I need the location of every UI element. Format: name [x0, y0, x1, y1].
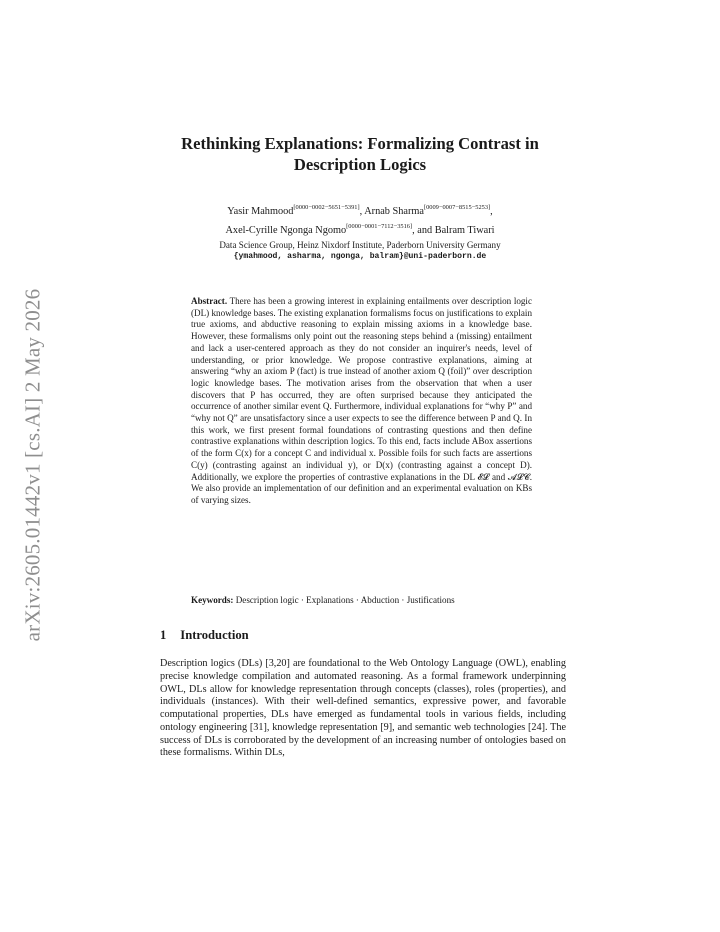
- section-title: Introduction: [180, 628, 249, 642]
- keywords-text: Description logic · Explanations · Abduction · Justifications: [235, 595, 455, 605]
- author-name: Axel-Cyrille Ngonga Ngomo: [225, 225, 347, 236]
- keywords-label: Keywords:: [191, 595, 234, 605]
- section-number: 1: [160, 628, 167, 642]
- abstract: [191, 296, 532, 507]
- author-name: , and Balram Tiwari: [412, 225, 495, 236]
- orcid-id: [0000−0001−7112−3516]: [346, 223, 413, 230]
- author-name: Yasir Mahmood: [227, 206, 294, 217]
- arxiv-side-stamp: arXiv:2605.01442v1 [cs.AI] 2 May 2026: [20, 288, 45, 642]
- section-heading: [160, 628, 249, 643]
- author-line-1: Yasir Mahmood[0000−0002−5651−5391], Arnab Sharma[0009−0007−8515−5253],: [227, 204, 493, 217]
- body-paragraph: Description logics (DLs) [3,20] are foundational to the Web Ontology Language (OWL), enabling precise knowledge compilation and automated reasoning. As a formal framework underpinning OWL, DLs allow for knowledge representation through concepts (classes), roles (properties), and individuals (instances). With their well-defined semantics, expressive power, and favorable computational properties, DLs have emerged as fundamental tools in various fields, including ontology engineering [31], knowledge representation [9], and semantic web technologies [24]. The success of DLs is corroborated by the development of an increasing number of ontologies based on these formalisms. Within DLs,: [160, 658, 566, 759]
- affiliation: Data Science Group, Heinz Nixdorf Institute, Paderborn University Germany: [219, 240, 501, 250]
- paper-title: Rethinking Explanations: Formalizing Contrast in Description Logics: [181, 134, 539, 174]
- author-name: , Arnab Sharma: [359, 206, 424, 217]
- orcid-id: [0009−0007−8515−5253]: [423, 204, 491, 211]
- author-line-2: [140, 219, 580, 238]
- email-addresses: {ymahmood, asharma, ngonga, balram}@uni-paderborn.de: [233, 252, 487, 261]
- affiliation-block: [140, 239, 580, 263]
- orcid-id: [0000−0002−5651−5391]: [293, 204, 360, 211]
- abstract-label: Abstract.: [191, 296, 228, 306]
- keywords: [191, 594, 532, 606]
- author-list: [140, 200, 580, 238]
- abstract-text: There has been a growing interest in explaining entailments over description logic (DL) knowledge bases. The existing explanation formalisms focus on justifications to explain true axioms, and abductive reasoning to explain missing axioms in a knowledge base. However, these formalisms only point out the reasoning steps behind a (missing) entailment and lack a user-centered approach as they do not consider an inquirer's needs, level of understanding, or prior knowledge. We propose contrastive explanations, aiming at answering “why an axiom P (fact) is true instead of another axiom Q (foil)” over description logic knowledge bases. The motivation arises from the observation that when a user discovers that P has occurred, they are often surprised because they anticipated the occurrence of another similar event Q. Furthermore, individual explanations for “why P” and “why not Q” are unsatisfactory since a user expects to see the difference between P and Q. In this work, we first present formal foundations of contrasting questions and then define contrastive explanations within description logics. To this end, facts include ABox assertions of the form C(x) for a concept C and individual x. Possible foils for such facts are assertions C(y) (contrasting against an individual y), or D(x) (contrasting against a concept D). Additionally, we explore the properties of contrastive explanations in the DL 𝓔𝓛 and 𝓐𝓛𝓒. We also provide an implementation of our definition and an experimental evaluation on KBs of varying sizes.: [191, 296, 532, 505]
